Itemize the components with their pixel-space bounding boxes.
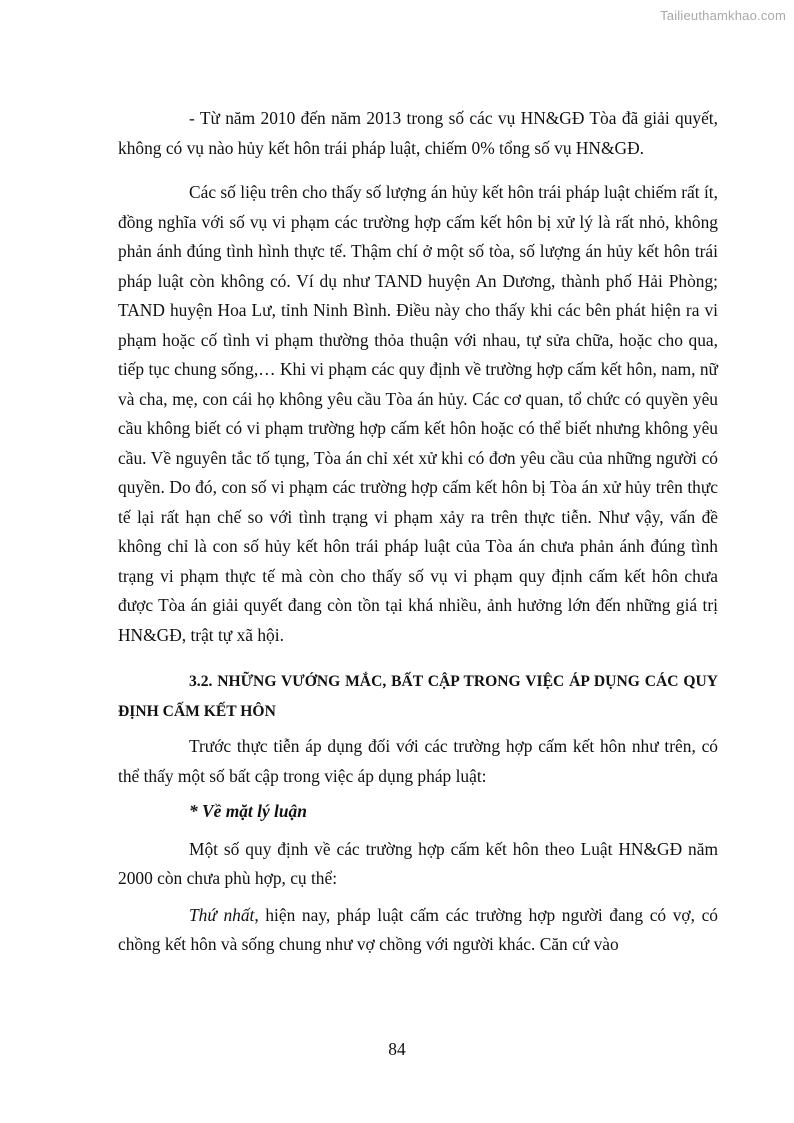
- paragraph-intro: Trước thực tiễn áp dụng đối với các trường hợp cấm kết hôn như trên, có thể thấy một số bất cập trong việc áp dụng pháp luật:: [118, 736, 718, 786]
- watermark: Tailieuthamkhao.com: [660, 8, 786, 23]
- first-point-label: Thứ nhất: [189, 904, 255, 925]
- paragraph-first-point: [118, 901, 718, 960]
- paragraph-analysis: Các số liệu trên cho thấy số lượng án hủy kết hôn trái pháp luật chiếm rất ít, đồng nghĩa với số vụ vi phạm các trường hợp cấm kết hôn bị xử lý là rất nhỏ, không phản ánh đúng tình hình thực tế. Thậm chí ở một số tòa, số lượng án hủy kết hôn trái pháp luật còn không có. Ví dụ như TAND huyện An Dương, thành phố Hải Phòng; TAND huyện Hoa Lư, tỉnh Ninh Bình. Điều này cho thấy khi các bên phát hiện ra vi phạm hoặc cố tình vi phạm thường thỏa thuận với nhau, tự sửa chữa, hoặc cho qua, tiếp tục chung sống,… Khi vi phạm các quy định về trường hợp cấm kết hôn, nam, nữ và cha, mẹ, con cái họ không yêu cầu Tòa án hủy. Các cơ quan, tổ chức có quyền yêu cầu không biết có vi phạm trường hợp cấm kết hôn hoặc có thể biết nhưng không yêu cầu. Về nguyên tắc tố tụng, Tòa án chỉ xét xử khi có đơn yêu cầu của những người có quyền. Do đó, con số vi phạm các trường hợp cấm kết hôn bị Tòa án xử hủy trên thực tế lại rất hạn chế so với tình trạng vi phạm xảy ra trên thực tiễn. Như vậy, vấn đề không chỉ là con số hủy kết hôn trái pháp luật của Tòa án chưa phản ánh đúng tình trạng vi phạm thực tế mà còn cho thấy số vụ vi phạm quy định cấm kết hôn chưa được Tòa án giải quyết đang còn tồn tại khá nhiều, ảnh hưởng lớn đến những giá trị HN&GĐ, trật tự xã hội.: [118, 182, 718, 645]
- paragraph-regulations: Một số quy định về các trường hợp cấm kết hôn theo Luật HN&GĐ năm 2000 còn chưa phù hợp, cụ thể:: [118, 838, 718, 888]
- paragraph-statistic: - Từ năm 2010 đến năm 2013 trong số các vụ HN&GĐ Tòa đã giải quyết, không có vụ nào hủy kết hôn trái pháp luật, chiếm 0% tổng số vụ HN&GĐ.: [118, 108, 718, 158]
- subsection-heading: * Về mặt lý luận: [189, 801, 307, 821]
- section-heading: 3.2. NHỮNG VƯỚNG MẮC, BẤT CẬP TRONG VIỆC ÁP DỤNG CÁC QUY ĐỊNH CẤM KẾT HÔN: [118, 673, 718, 720]
- page-number: 84: [388, 1039, 406, 1059]
- page-body: [118, 104, 718, 960]
- first-point-text: , hiện nay, pháp luật cấm các trường hợp người đang có vợ, có chồng kết hôn và sống chung như vợ chồng với người khác. Căn cứ vào: [118, 904, 718, 954]
